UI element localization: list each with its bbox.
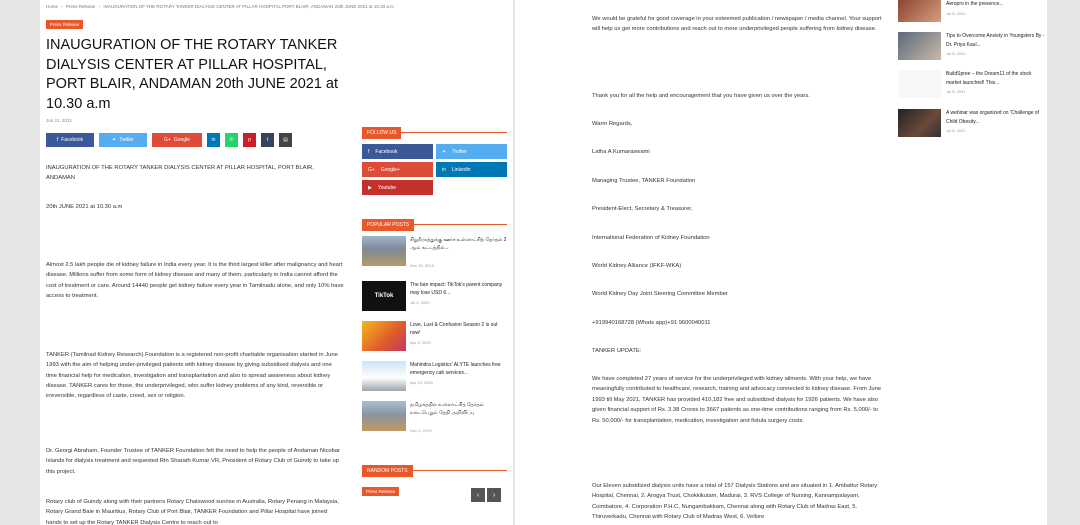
popular-post-item[interactable] [362, 321, 508, 355]
article-paragraph: We have completed 27 years of service for the underprivileged with kidney ailments. With your help, we have meaningfully contributed to healthcare, research, training and advocacy connected to kidney disease. From June 1993 till May 2021, TANKER has provided 410,182 free and subsidized dialysis for 1926 patients. We have also given financial support of Rs. 3.38 Crores to 3667 patients as one-time contributions ranging from Rs. 5,000/- to Rs. 50,000/- for transplantation, medication, investigation and fistula surgery costs. [592, 376, 882, 424]
follow-facebook-button[interactable] [362, 144, 433, 159]
article-paragraph: TANKER (Tamilnad Kidney Research) Foundation is a registered non-profit charitable organisation started in June 1993 with the aim of helping under-privileged patients with kidney disease by giving subsidised dialysis and one time financial help for medication, investigation and transplantation and also to spread awareness about kidney disease. TANKER cares for those, the underprivileged, who suffer kidney problems of any kind, reversible or irreversible, regardless of caste, creed, sex or religion. [46, 352, 338, 400]
category-badge[interactable]: Press Release [46, 20, 83, 29]
post-date: Dec 30, 2019 [410, 263, 434, 268]
article-paragraph: Almost 2.5 lakh people die of kidney failure in India every year. It is the third largest killer after malignancy and heart disease. Millions suffer from some form of kidney disease and many of them, particularly in India cannot afford the cost of treatment or care. Around 14440 people get kidney failure every year in Tamilnadu alone, and only 10% have access to treatment. [46, 262, 344, 299]
follow-google-label: Google+ [380, 166, 400, 173]
follow-linkedin-label: Linkedin [451, 166, 471, 173]
article-paragraph: INAUGURATION OF THE ROTARY TANKER DIALYSIS CENTER AT PILLAR HOSPITAL, PORT BLAIR, ANDAMAN [46, 165, 314, 182]
post-thumbnail[interactable] [898, 32, 941, 60]
post-thumbnail[interactable] [898, 109, 941, 137]
article-paragraph: Warm Regards, [592, 121, 633, 127]
share-facebook-label: Facebook [61, 137, 84, 143]
next-page-button[interactable]: › [487, 488, 501, 502]
share-whatsapp-button[interactable] [225, 133, 238, 147]
prev-page-button[interactable]: ‹ [471, 488, 485, 502]
follow-twitter-button[interactable] [436, 144, 507, 159]
post-date: Apr 9, 2019 [410, 340, 431, 345]
article-paragraph: Dr. Georgi Abraham, Founder Trustee of TANKER Foundation felt the need to help the people of Andaman Nicobar Islands for dialysis treatment and requested Rtn Sharath Kumar VR, President of Rotary Club of Guindy to take up this project. [46, 448, 340, 475]
whatsapp-icon: ✆ [229, 137, 234, 143]
publish-date: Jun 21, 2021 [46, 118, 73, 123]
recent-post-item[interactable] [898, 70, 1046, 100]
share-google-label: Google [173, 137, 190, 143]
article-continuation-panel [515, 0, 1047, 525]
share-facebook-button[interactable] [46, 133, 94, 147]
article-paragraph: Rotary club of Guindy along with their partners Rotary Chatswood sunrise in Australia, Rotary Penang in Malaysia, Rotary Grand Baie in Mauritius, Rotary Club of Port Blair, TANKER Foundation and Pillar Hospital have joined hands to set up the Rotary TANKER Dialysis Centre to reach out to [46, 499, 339, 525]
share-linkedin-button[interactable] [207, 133, 220, 147]
popular-post-item[interactable] [362, 401, 508, 435]
post-date: Dec 2, 2019 [410, 428, 432, 433]
article-paragraph: We would be grateful for good coverage in your esteemed publication / newspaper / media channel. Your support will help us get more contributions and reach out to more underprivileged people suffering from kidney disease. [592, 16, 882, 33]
post-date: Jul 2, 2020 [410, 300, 430, 305]
share-google-button[interactable] [152, 133, 202, 147]
breadcrumb-home[interactable]: Home [46, 4, 59, 9]
post-date: Jul 5, 2021 [946, 11, 966, 16]
popular-post-item[interactable] [362, 236, 508, 270]
linkedin-icon: in [442, 166, 446, 173]
random-posts-heading [362, 459, 507, 474]
post-title[interactable]: The ban impact: TikTok's parent company may lose USD 6... [410, 282, 503, 296]
post-thumbnail[interactable] [362, 236, 406, 266]
share-twitter-label: Twitter [119, 137, 134, 143]
twitter-icon: ✦ [442, 148, 447, 155]
post-thumbnail[interactable] [362, 361, 406, 391]
facebook-icon: f [368, 148, 370, 155]
tiktok-logo: TikTok [374, 293, 394, 299]
post-title[interactable]: Tips to Overcome Anxiety in Youngsters By - Dr. Priya Kaul... [946, 33, 1045, 48]
post-title[interactable]: சிறுநீரகத்துக்கு ஊர்ச உள்ளாட்சித் தேர்தல் 2 ஆம் கட்டத்தில்... [410, 237, 507, 251]
signature-title: World Kidney Day Joint Steering Committee Member [592, 291, 728, 297]
follow-twitter-label: Twitter [452, 148, 467, 155]
post-thumbnail[interactable] [898, 0, 941, 22]
random-posts-heading-label: RANDOM POSTS [362, 465, 413, 477]
popular-post-item[interactable] [362, 361, 508, 395]
post-thumbnail[interactable] [898, 70, 941, 98]
article-panel [40, 0, 513, 525]
breadcrumb-current: INAUGURATION OF THE ROTARY TANKER DIALYSIS CENTER AT PILLAR HOSPITAL PORT BLAIR, ANDAMAN 20th JUNE 2021 at 10.30 a.m [103, 4, 394, 9]
article-paragraph: Our Eleven subsidized dialysis units have a total of 157 Dialysis Stations and are situated in 1. Ambattur Rotary Hospital, Chennai, 2. Arogya Trust, Chokkikulam, Madurai, 3. RVS College of Nursing, Kannampalayam, Coimbatore, 4. Corporation P.H.C, Nungambakkam, Chennai along with Rotary Club of Madras East, 5. Thiruverkadu, Chennai with Rotary Club of Madras West, 6. Vellore [592, 483, 878, 521]
share-tumblr-button[interactable] [261, 133, 274, 147]
breadcrumb-sep: › [98, 4, 101, 9]
article-paragraph: 20th JUNE 2021 at 10.30 a.m [46, 204, 123, 210]
post-thumbnail[interactable] [362, 401, 406, 431]
signature-name: Latha A Kumaraswami [592, 149, 650, 155]
google-plus-icon: G+ [164, 137, 171, 143]
popular-posts-heading [362, 213, 507, 228]
signature-phone: +919940168728 (Whats app)+91 9600040011 [592, 320, 711, 326]
recent-post-item[interactable] [898, 32, 1046, 62]
print-icon: ▤ [283, 137, 288, 143]
post-date: Jul 5, 2021 [946, 51, 966, 56]
post-date: Apr 19, 2020 [410, 380, 433, 385]
signature-title: International Federation of Kidney Foundation [592, 235, 710, 241]
post-date: Jul 5, 2021 [946, 89, 966, 94]
post-title[interactable]: Mahindra Logistics' ALYTE launches free emergency cab services... [410, 362, 501, 376]
google-plus-icon: G+ [368, 166, 375, 173]
post-date: Jul 5, 2021 [946, 128, 966, 133]
page-title: INAUGURATION OF THE ROTARY TANKER DIALYSIS CENTER AT PILLAR HOSPITAL, PORT BLAIR, ANDAMAN 20th JUNE 2021 at 10.30 a.m [46, 37, 339, 112]
print-button[interactable] [279, 133, 292, 147]
breadcrumb-sep: › [61, 4, 63, 9]
share-twitter-button[interactable] [99, 133, 147, 147]
post-title[interactable]: Aeropro in the presence... [946, 1, 1004, 7]
post-title[interactable]: A webinar was organized on 'Challenge of Child Obesity... [946, 110, 1039, 125]
linkedin-icon: in [211, 137, 216, 143]
breadcrumb [46, 4, 396, 9]
random-post-category-badge[interactable]: Press Release [362, 487, 399, 496]
post-thumbnail[interactable] [362, 321, 406, 351]
twitter-icon: ✦ [112, 137, 117, 143]
popular-posts-heading-label: POPULAR POSTS [362, 219, 414, 231]
share-pinterest-button[interactable] [243, 133, 256, 147]
share-bar [46, 133, 292, 147]
post-title[interactable]: தமிழகத்தில் உள்ளாட்சித் தேர்தல் நடைபெறும் தேதி அறிவிப்பு [410, 402, 484, 416]
follow-youtube-label: Youtube [377, 184, 397, 191]
recent-post-item[interactable] [898, 0, 1046, 24]
follow-us-grid [362, 144, 508, 195]
signature-title: Managing Trustee, TANKER Foundation [592, 178, 696, 184]
facebook-icon: f [56, 137, 59, 143]
post-title[interactable]: BuildSpree – the Dream11 of the stock market launched! This... [946, 71, 1032, 86]
signature-title: President-Elect, Secretary & Treasurer, [592, 206, 693, 212]
follow-us-heading [362, 121, 507, 136]
post-title[interactable]: Love, Lust & Confusion Season 2 is out now! [410, 322, 498, 336]
signature-title: World Kidney Alliance (IFKF-WKA) [592, 263, 682, 269]
youtube-icon: ▶ [368, 184, 372, 191]
follow-linkedin-button[interactable] [436, 162, 507, 177]
breadcrumb-category[interactable]: Press Release [66, 4, 96, 9]
popular-post-item[interactable] [362, 281, 508, 315]
tumblr-icon: t [266, 137, 269, 143]
follow-facebook-label: Facebook [375, 148, 398, 155]
follow-youtube-button[interactable] [362, 180, 433, 195]
follow-us-heading-label: FOLLOW US [362, 127, 401, 139]
recent-post-item[interactable] [898, 109, 1046, 139]
article-paragraph: Thank you for all the help and encouragement that you have given us over the years. [592, 93, 810, 99]
update-heading: TANKER UPDATE: [592, 348, 642, 354]
post-thumbnail[interactable] [362, 281, 406, 311]
pinterest-icon: p [248, 137, 251, 143]
follow-google-button[interactable] [362, 162, 433, 177]
